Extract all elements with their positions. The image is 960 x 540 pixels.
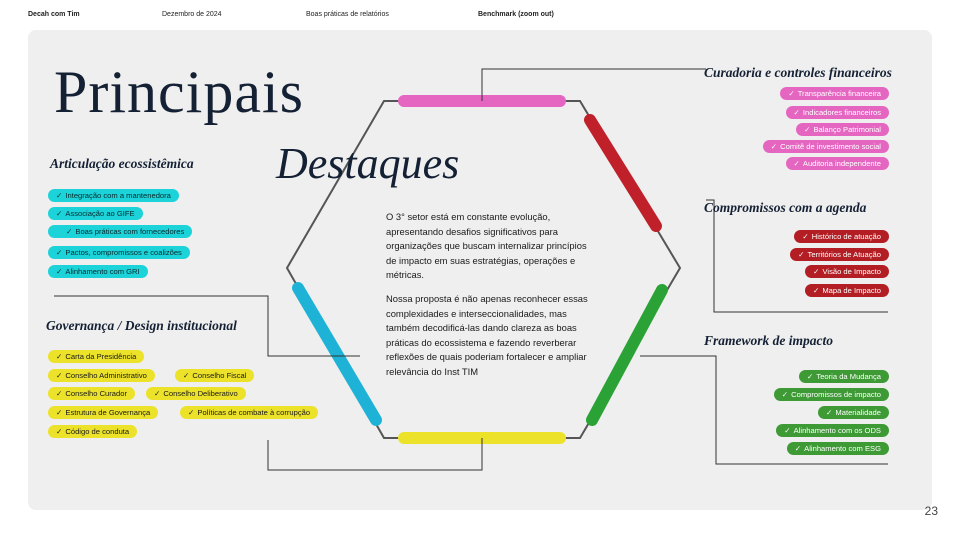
chip-label: Alinhamento com os ODS [793,426,881,435]
chip-articulacao [48,207,143,220]
check-icon: ✓ [56,209,63,218]
chip-framework [774,388,889,401]
check-icon: ✓ [807,372,814,381]
check-icon: ✓ [56,352,63,361]
check-icon: ✓ [804,125,811,134]
check-icon: ✓ [56,389,63,398]
chip-curadoria [786,157,890,170]
chip-label: Políticas de combate à corrupção [197,408,311,417]
header-author: Decah com Tim [28,11,80,18]
chip-articulacao [48,225,192,238]
chip-label: Alinhamento com ESG [804,444,881,453]
title-destaques: Destaques [276,139,460,188]
chip-label: Histórico de atuação [811,232,881,241]
chip-articulacao [48,265,148,278]
chip-governanca [48,425,137,438]
check-icon: ✓ [56,408,63,417]
section-title-curadoria: Curadoria e controles financeiros [704,65,892,80]
chip-governanca [48,369,155,382]
chip-label: Materialidade [835,408,881,417]
title-principais: Principais [54,59,304,125]
check-icon: ✓ [56,191,63,200]
check-icon: ✓ [188,408,195,417]
check-icon: ✓ [813,267,820,276]
chip-label: Compromissos de impacto [791,390,881,399]
chip-governanca [175,369,254,382]
check-icon: ✓ [183,371,190,380]
chip-label: Alinhamento com GRI [65,267,140,276]
check-icon: ✓ [56,427,63,436]
chip-label: Auditoria independente [802,159,881,168]
header-section: Benchmark (zoom out) [478,11,554,18]
body-paragraph-1: O 3° setor está em constante evolução, apresentando desafios significativos para organizações que buscam internalizar princípios de impacto em suas estratégias, operações e métricas. [386,211,587,281]
chip-label: Conselho Fiscal [192,371,247,380]
header-topic: Boas práticas de relatórios [306,11,389,18]
chip-governanca [146,387,246,400]
chip-framework [776,424,889,437]
chip-label: Transparência financeira [797,89,881,98]
chip-governanca [180,406,318,419]
chip-label: Carta da Presidência [65,352,137,361]
section-title-governanca: Governança / Design institucional [46,318,237,333]
chip-curadoria [786,106,889,119]
chip-label: Conselho Deliberativo [163,389,238,398]
chip-label: Pactos, compromissos e coalizões [65,248,182,257]
check-icon: ✓ [793,159,800,168]
hexagon-bar-green [592,290,662,420]
chip-label: Boas práticas com fornecedores [75,227,185,236]
check-icon: ✓ [788,89,795,98]
check-icon: ✓ [66,227,73,236]
check-icon: ✓ [812,286,820,295]
chip-curadoria [763,140,889,153]
chip-label: Código de conduta [65,427,130,436]
chip-governanca [48,350,144,363]
header-date: Dezembro de 2024 [162,11,222,18]
chip-framework [818,406,889,419]
check-icon: ✓ [793,108,800,117]
chip-label: Conselho Curador [65,389,128,398]
chip-label: Comitê de investimento social [780,142,881,151]
chip-articulacao [48,246,190,259]
check-icon: ✓ [826,408,833,417]
chip-governanca [48,387,135,400]
chip-label: Conselho Administrativo [65,371,147,380]
chip-compromissos [805,265,889,278]
hexagon-bar-red [590,120,656,226]
check-icon: ✓ [56,267,63,276]
section-title-compromissos: Compromissos com a agenda [704,200,867,215]
check-icon: ✓ [56,371,63,380]
section-title-framework: Framework de impacto [704,333,833,348]
chip-label: Indicadores financeiros [802,108,881,117]
chip-compromissos [790,248,889,261]
chip-governanca [48,406,158,419]
chip-label: Teoria da Mudança [816,372,881,381]
chip-curadoria [780,87,889,100]
check-icon: ✓ [781,390,789,399]
check-icon: ✓ [770,142,778,151]
chip-articulacao [48,189,179,202]
check-icon: ✓ [798,250,805,259]
chip-framework [787,442,889,455]
chip-label: Visão de Impacto [822,267,881,276]
chip-label: Estrutura de Governança [65,408,151,417]
chip-label: Associação ao GIFE [65,209,135,218]
hexagon-bar-blue [298,288,376,420]
chip-label: Balanço Patrimonial [813,125,881,134]
chip-label: Mapa de Impacto [822,286,881,295]
chip-compromissos [805,284,889,297]
page-number: 23 [924,504,938,518]
check-icon: ✓ [784,426,791,435]
check-icon: ✓ [802,232,809,241]
check-icon: ✓ [154,389,161,398]
chip-framework [799,370,889,383]
chip-label: Integração com a mantenedora [65,191,171,200]
chip-compromissos [794,230,889,243]
check-icon: ✓ [56,248,63,257]
section-title-articulacao: Articulação ecossistêmica [50,156,194,171]
check-icon: ✓ [794,444,802,453]
chip-curadoria [796,123,889,136]
body-paragraph-2: Nossa proposta é não apenas reconhecer essas complexidades e interseccionalidades, mas também decodificá-las dando clareza as boas práticas do ecossistema e fazendo reverberar reflexões de quais poderiam fortalecer e ampliar relevância do Inst TIM [386,293,588,377]
chip-label: Territórios de Atuação [807,250,881,259]
